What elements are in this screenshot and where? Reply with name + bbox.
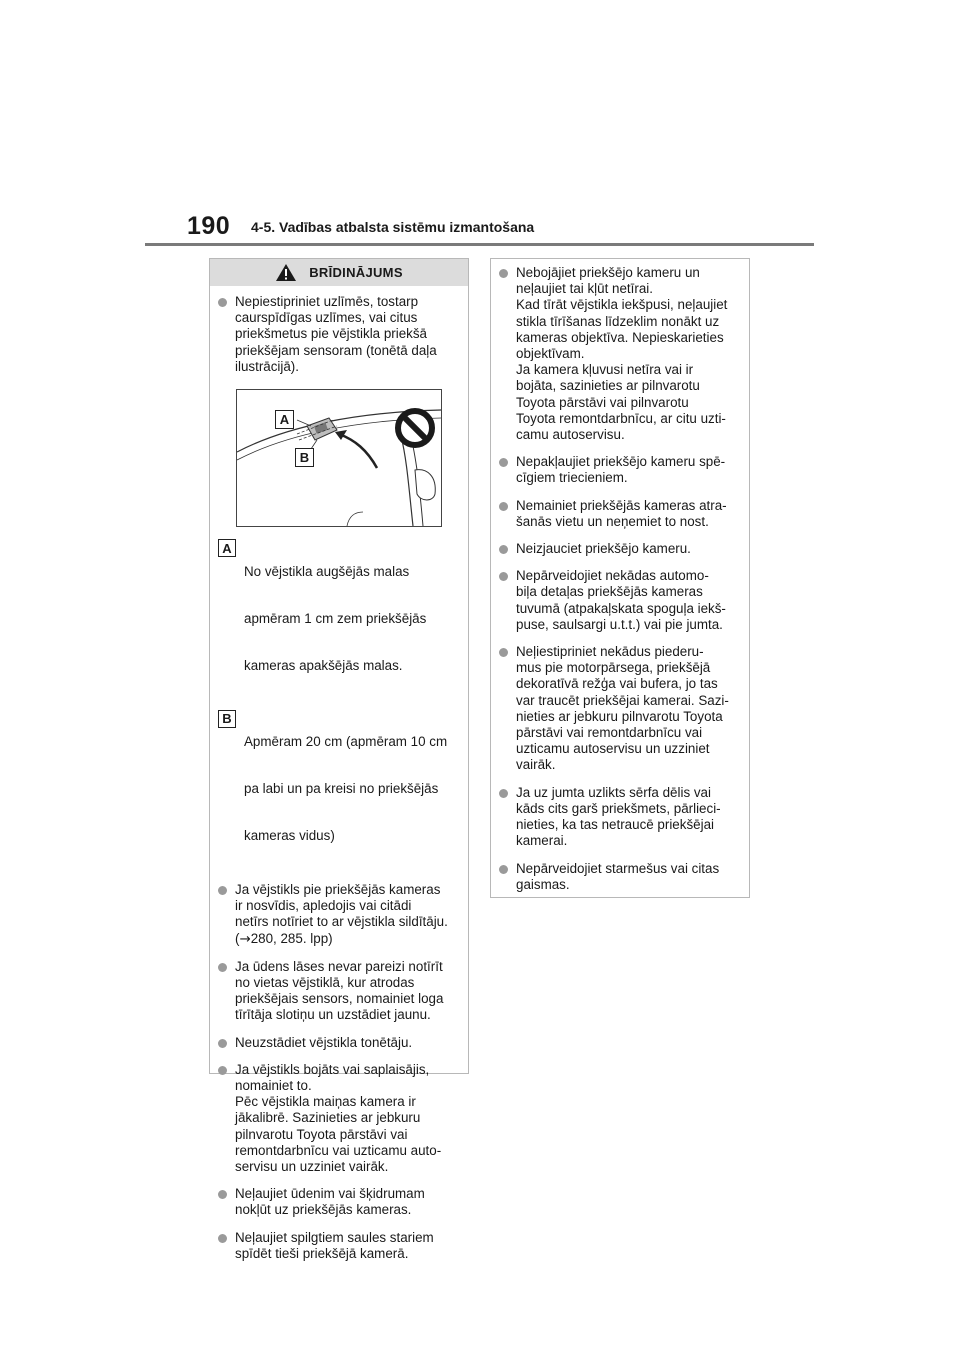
bullet-dot-icon (218, 1066, 227, 1075)
bullet-dot-icon (218, 1039, 227, 1048)
bullet-dot-icon (218, 1234, 227, 1243)
bullet-dot-icon (218, 886, 227, 895)
bullet-dot-icon (499, 545, 508, 554)
illustration-label-b: B (295, 448, 314, 467)
illustration-label-a: A (275, 410, 294, 429)
bullet-dot-icon (218, 963, 227, 972)
callout-b: B Apmēram 20 cm (apmēram 10 cm pa labi un pa kreisi no priekšējās kameras vidus) (218, 710, 458, 875)
section-title: 4-5. Vadības atbalsta sistēmu izmantošana (251, 219, 535, 235)
list-item: Ja vējstikls pie priekšējās kameras ir nosvīdis, apledojis vai citādi netīrs notīriet to ar vējstikla sildītāju. (→280, 285. lpp) (218, 882, 458, 948)
callout-a: A No vējstikla augšējās malas apmēram 1 cm zem priekšējās kameras apakšējās malas. (218, 539, 458, 704)
callout-b-letter: B (218, 710, 236, 728)
list-item: Ja ūdens lāses nevar pareizi notīrīt no vietas vējstiklā, kur atrodas priekšējais sensors, nomainiet loga tīrītāja slotiņu un uzstādiet jaunu. (218, 959, 458, 1024)
warning-box-left (209, 258, 469, 1261)
list-item: Ja vējstikls bojāts vai saplaisājis, nomainiet to. Pēc vējstikla maiņas kamera ir jākalibrē. Sazinieties ar jebkuru pilnvarotu Toyota pārstāvi vai remontdarbnīcu vai uzticamu auto- servisu un uzziniet vairāk. (218, 1062, 458, 1175)
bullet-dot-icon (218, 298, 227, 307)
windshield-drawing (237, 390, 441, 526)
warning-title: BRĪDINĀJUMS (309, 265, 403, 280)
list-item: Nepārveidojiet nekādas automo- biļa detaļas priekšējās kameras tuvumā (atpakaļskata spoguļa iekš- puse, saulsargi u.t.t.) vai pie jumta. (499, 568, 739, 633)
warning-header (210, 259, 468, 286)
bullet-dot-icon (499, 572, 508, 581)
list-item: Neļaujiet ūdenim vai šķidrumam nokļūt uz priekšējās kameras. (218, 1186, 458, 1218)
windshield-sticker-illustration (236, 389, 442, 527)
page-reference-link[interactable]: 280, 285. lpp) (250, 930, 333, 946)
bullet-dot-icon (499, 865, 508, 874)
page-number: 190 (187, 212, 231, 240)
list-item: Nemainiet priekšējās kameras atra- šanās vietu un neņemiet to nost. (499, 498, 739, 530)
list-item: Neļaujiet spilgtiem saules stariem spīdēt tieši priekšējā kamerā. (218, 1230, 458, 1262)
list-item: Nepiestipriniet uzlīmēs, tostarp caurspīdīgas uzlīmes, vai citus priekšmetus pie vējstikla priekšā priekšējam sensoram (tonētā daļa ilustrācijā). (218, 294, 458, 375)
list-item: Neuzstādiet vējstikla tonētāju. (218, 1035, 458, 1051)
bullet-dot-icon (499, 502, 508, 511)
list-item: Ja uz jumta uzlikts sērfa dēlis vai kāds cits garš priekšmets, pārlieci- nieties, ka tas netraucē priekšējai kamerai. (499, 785, 739, 850)
list-item: Nepārveidojiet starmešus vai citas gaismas. (499, 861, 739, 893)
list-item: Neizjauciet priekšējo kameru. (499, 541, 739, 557)
bullet-dot-icon (499, 789, 508, 798)
bullet-dot-icon (499, 648, 508, 657)
reference-arrow-icon: → (239, 931, 251, 947)
bullet-dot-icon (499, 458, 508, 467)
list-item: Nepakļaujiet priekšējo kameru spē- cīgiem triecieniem. (499, 454, 739, 486)
warning-triangle-icon (275, 263, 297, 282)
list-item: Neļiestipriniet nekādus piederu- mus pie motorpārsega, priekšējā dekoratīvā režģa vai bufera, jo tas var traucēt priekšējai kamerai. Sazi- nieties ar jebkuru pilnvarotu Toyota pārstāvi vai remontdarbnīcu vai uzticamu autoservisu un uzziniet vairāk. (499, 644, 739, 774)
warning-box-right (490, 258, 750, 898)
list-item: Nebojājiet priekšējo kameru un neļaujiet tai kļūt netīrai. Kad tīrāt vējstikla iekšpusi, neļaujiet stikla tīrīšanas līdzeklim nonākt uz kameras objektīva. Nepieskarieties objektīvam. Ja kamera kļuvusi netīra vai ir bojāta, sazinieties ar pilnvarotu Toyota pārstāvi vai pilnvarotu Toyota remontdarbnīcu, ar citu uzti- camu autoservisu. (499, 265, 739, 443)
bullet-dot-icon (499, 269, 508, 278)
header-rule (145, 243, 814, 246)
callout-a-letter: A (218, 539, 236, 557)
bullet-dot-icon (218, 1190, 227, 1199)
